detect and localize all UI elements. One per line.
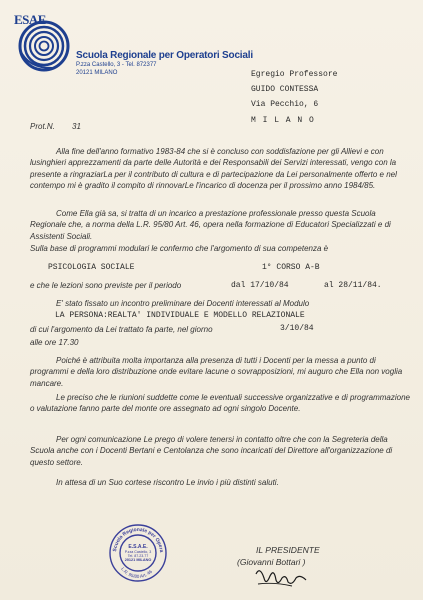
period-to: al 28/11/84. (324, 281, 382, 290)
prot-number: 31 (72, 122, 81, 131)
paragraph-comunicazioni: Per ogni comunicazione Le prego di volere tenersi in contatto oltre che con la Segreteria della Scuola anche con i Docenti Bertani e Centolanza che sono incaricati del Direttore all'organizzazione di questo settore. (30, 435, 393, 467)
official-stamp-icon (108, 522, 168, 584)
paragraph-presenza: Poiché è attribuita molta importanza alla presenza di tutti i Docenti per la messa a punto di programmi e della loro distribuzione onde evitare lacune o sovrapposizioni, mi auguro che Ella non voglia mancare. (30, 356, 403, 388)
signature-name: (Giovanni Bottari ) (237, 557, 306, 567)
paragraph-riunioni: Le preciso che le riunioni suddette come le eventuali successive organizzative e di programmazione o valutazione fanno parte del monte ore assegnato ad ogni singolo Docente. (30, 393, 410, 414)
recipient-street: Via Pecchio, 6 (251, 100, 319, 109)
paragraph-saluti: In attesa di un Suo cortese riscontro Le invio i più distinti saluti. (56, 478, 279, 487)
school-city: 20121 MILANO (76, 70, 118, 76)
school-name: Scuola Regionale per Operatori Sociali (76, 50, 253, 61)
typed-course: 1° CORSO A-B (262, 263, 320, 272)
stamp-center-line3: 20121 MILANO (124, 558, 152, 562)
period-from: dal 17/10/84 (231, 281, 289, 290)
prot-label: Prot.N. (30, 122, 55, 131)
paragraph-argomento: Sulla base di programmi modulari le confermo che l'argomento di sua competenza è (30, 244, 329, 253)
stamp-bottom-text: L.R. 95/80 Art. 46 (120, 566, 154, 580)
recipient-city: M I L A N O (251, 116, 315, 125)
logo-text: ESAE (14, 12, 46, 27)
signature-scribble-icon (252, 564, 312, 592)
stamp-center-line1: P.zza Castello, 3 (124, 550, 152, 554)
recipient-name: GUIDO CONTESSA (251, 85, 319, 94)
stamp-outer-text: Scuola Regionale per Opera (112, 526, 165, 553)
paragraph-thanks: Alla fine dell'anno formativo 1983-84 che si è concluso con soddisfazione per gli Allievi e con lusinghieri apprezzamenti da parte delle Autorità e dei Responsabili dei Servizi interessati, vengo con la presente a ringraziarLa per il contributo di cultura e di partecipazione da Lei personalmente offerto e nel contempo mi è gradito il compito di rinnovarLe l'incarico di docenza per il prossimo anno 1984/85. (30, 147, 397, 191)
paragraph-incontro: E' stato fissato un incontro preliminare dei Docenti interessati al Modulo (56, 299, 310, 308)
meeting-day-label: di cui l'argomento da Lei trattato fa parte, nel giorno (30, 325, 213, 334)
stamp-center-title: E.S.A.E. (128, 544, 148, 550)
school-address: P.zza Castello, 3 - Tel. 872377 (76, 62, 157, 68)
typed-subject: PSICOLOGIA SOCIALE (48, 263, 135, 272)
recipient-salutation: Egregio Professore (251, 70, 338, 79)
meeting-date: 3/10/84 (280, 324, 314, 333)
signature-title: IL PRESIDENTE (256, 545, 320, 555)
meeting-time: alle ore 17.30 (30, 338, 79, 347)
paragraph-incarico: Come Ella già sa, si tratta di un incarico a prestazione professionale presso questa Scuola Regionale che, a norma della L.R. 95/80 Art. 46, opera nella formazione di Educatori Specializzati e di Assistenti Sociali. (30, 209, 391, 241)
typed-module-title: LA PERSONA:REALTA' INDIVIDUALE E MODELLO RELAZIONALE (55, 311, 305, 320)
period-label: e che le lezioni sono previste per il periodo (30, 281, 182, 290)
stamp-center-line2: Tel. 87.23.77 (127, 554, 149, 558)
